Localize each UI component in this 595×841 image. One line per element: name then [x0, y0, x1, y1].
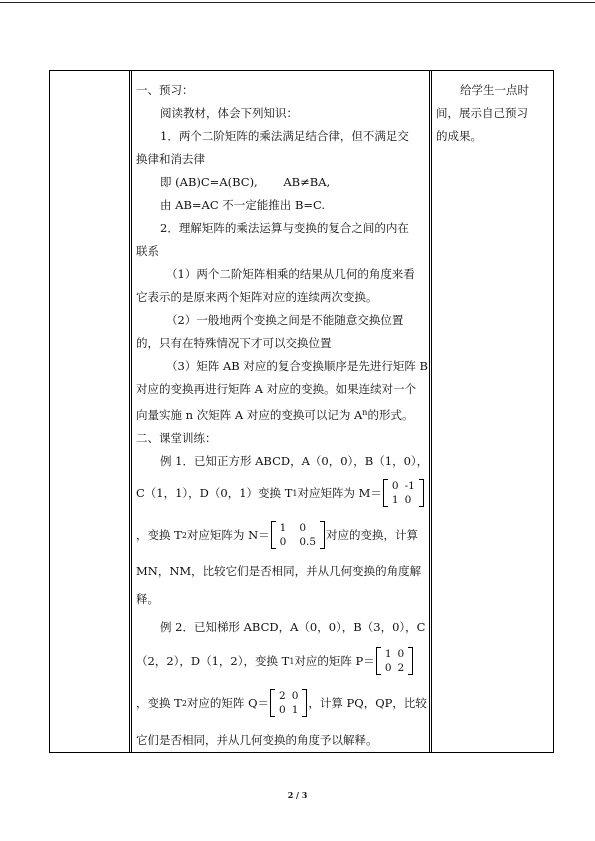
- column-divider: [429, 70, 430, 753]
- associativity-equation: 即 (AB)C=A(BC),: [160, 175, 258, 189]
- note-line3: 的成果。: [436, 129, 482, 143]
- example1-line3: ，变换 T 2 对应矩阵为 N＝ 1 0 0 0.5 对应的变换，计算: [136, 522, 419, 548]
- sub3-line1: （3）矩阵 AB 对应的复合变换顺序是先进行矩阵 B: [166, 359, 428, 373]
- sub3-line3: 向量实施 n 次矩阵 A 对应的变换可以记为 $A^n$的形式。: [136, 408, 414, 422]
- preview-heading: 一、预习：: [136, 83, 194, 97]
- example2-line3: ，变换 T 2 对应的矩阵 Q＝ 2 0 0 1 ，计算 PQ，QP，比较: [136, 690, 427, 716]
- column-divider: [129, 70, 130, 753]
- column-divider: [431, 70, 432, 753]
- example2-line1: 例 2．已知梯形 ABCD，A（0，0），B（3，0），C: [160, 620, 426, 634]
- note-line2: 间，展示自己预习: [436, 106, 528, 120]
- example1-line2: C（1，1），D（0，1）变换 T 1 对应矩阵为 M＝ 0 -1 1 0: [136, 473, 426, 513]
- matrix-p: 1 0 0 2: [376, 647, 413, 675]
- example1-line4: MN，NM，比较它们是否相同，并从几何变换的角度解: [136, 564, 422, 578]
- read-instruction: 阅读教材，体会下列知识：: [160, 106, 298, 120]
- practice-heading: 二、课堂训练：: [136, 431, 217, 445]
- sub3-line2: 对应的变换再进行矩阵 A 对应的变换。如果连续对一个: [136, 382, 417, 396]
- sub2-line1: （2）一般地两个变换之间是不能随意交换位置: [166, 313, 404, 327]
- item2-line1: 2．理解矩阵的乘法运算与变换的复合之间的内在: [160, 221, 409, 235]
- teacher-note: [436, 79, 548, 148]
- sub1-line2: 它表示的是原来两个矩阵对应的连续两次变换。: [136, 290, 378, 304]
- matrix-m: 0 -1 1 0: [383, 479, 424, 507]
- page-number: 2 / 3: [287, 790, 308, 800]
- sub2-line2: 的，只有在特殊情况下才可以交换位置: [136, 336, 332, 350]
- example1-line1: 例 1．已知正方形 ABCD，A（0，0），B（1，0），: [160, 454, 429, 468]
- example1-line5: 释。: [136, 592, 159, 606]
- example2-line2: （2，2），D（1，2），变换 T 1 对应的矩阵 P＝ 1 0 0 2: [136, 641, 426, 681]
- item1-line1: 1．两个二阶矩阵的乘法满足结合律，但不满足交: [160, 129, 409, 143]
- sub1-line1: （1）两个二阶矩阵相乘的结果从几何的角度来看: [166, 267, 415, 281]
- lesson-content: [136, 79, 429, 755]
- matrix-q: 2 0 0 1: [270, 689, 307, 717]
- item1-line2: 换律和消去律: [136, 152, 205, 166]
- matrix-n: 1 0 0 0.5: [271, 521, 325, 549]
- note-line1: 给学生一点时: [460, 83, 529, 97]
- example2-line4: 它们是否相同，并从几何变换的角度予以解释。: [136, 733, 378, 747]
- column-divider: [131, 70, 132, 753]
- noncommutativity-equation: AB≠BA,: [283, 175, 331, 189]
- cancellation-note: 由 AB=AC 不一定能推出 B=C.: [160, 198, 326, 212]
- item2-line2: 联系: [136, 244, 159, 258]
- header-rule: [0, 2, 595, 3]
